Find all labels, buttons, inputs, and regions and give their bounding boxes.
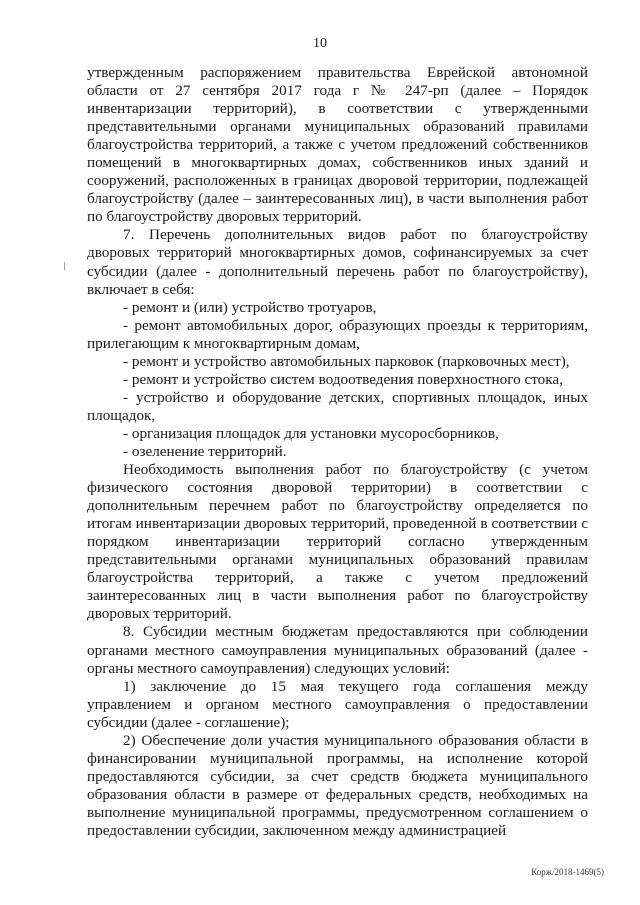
condition-item-1: 1) заключение до 15 мая текущего года соглашения между управлением и органом местного самоуправления о предоставлении субсидии (далее - соглашение); bbox=[87, 677, 588, 731]
paragraph-necessity: Необходимость выполнения работ по благоустройству (с учетом физического состояния дворовой территории) в соответствии с дополнительным перечнем работ по благоустройству определяется по итогам инвентаризации дворовых территорий, проведенной в соответствии с порядком инвентаризации территорий согласно утвержденным представительными органами муниципальных образований правилам благоустройства территорий, а также с учетом предложений заинтересованных лиц в части выполнения работ по благоустройству дворовых территорий. bbox=[87, 461, 588, 623]
condition-item-2: 2) Обеспечение доли участия муниципального образования области в финансировании муниципальной программы, на исполнение которой предоставляются субсидии, за счет средств бюджета муниципального образования области в размере от федеральных средств, необходимых на выполнение муниципальной программы, предусмотренном соглашением о предоставлении субсидии, заключенном между администрацией bbox=[87, 731, 588, 839]
list-item: - ремонт и (или) устройство тротуаров, bbox=[123, 298, 377, 316]
paragraph-item-7: 7. Перечень дополнительных видов работ по благоустройству дворовых территорий многоквартирных домов, софинансируемых за счет субсидии (далее - дополнительный перечень работ по благоустройству), включает в себя: bbox=[87, 226, 588, 298]
paragraph-item-8: 8. Субсидии местным бюджетам предоставляются при соблюдении органами местного самоуправления муниципальных образований (далее - органы местного самоуправления) следующих условий: bbox=[87, 623, 588, 677]
list-item: - ремонт автомобильных дорог, образующих проезды к территориям, прилегающим к многоквартирным домам, bbox=[87, 316, 588, 352]
page-number: 10 bbox=[313, 36, 327, 51]
list-item: - устройство и оборудование детских, спортивных площадок, иных площадок, bbox=[87, 388, 588, 424]
list-item: - ремонт и устройство систем водоотведения поверхностного стока, bbox=[123, 370, 563, 388]
footer-code: Корж/2018-1469(5) bbox=[531, 867, 604, 877]
paragraph-continuation: утвержденным распоряжением правительства Еврейской автономной области от 27 сентября 2017 года г № 247-рп (далее – Порядок инвентаризации территорий), в соответствии с утвержденными представительными органами муниципальных образований правилами благоустройства территорий, а также с учетом предложений собственников помещений в многоквартирных домах, собственников иных зданий и сооружений, расположенных в границах дворовой территории, подлежащей благоустройству (далее – заинтересованных лиц), в части выполнения работ по благоустройству дворовых территорий. bbox=[87, 64, 588, 226]
list-item: - организация площадок для установки мусоросборников, bbox=[123, 424, 499, 442]
list-item: - ремонт и устройство автомобильных парковок (парковочных мест), bbox=[123, 352, 570, 370]
list-item: - озеленение территорий. bbox=[123, 442, 287, 460]
document-body bbox=[87, 64, 588, 840]
margin-mark bbox=[64, 262, 65, 270]
